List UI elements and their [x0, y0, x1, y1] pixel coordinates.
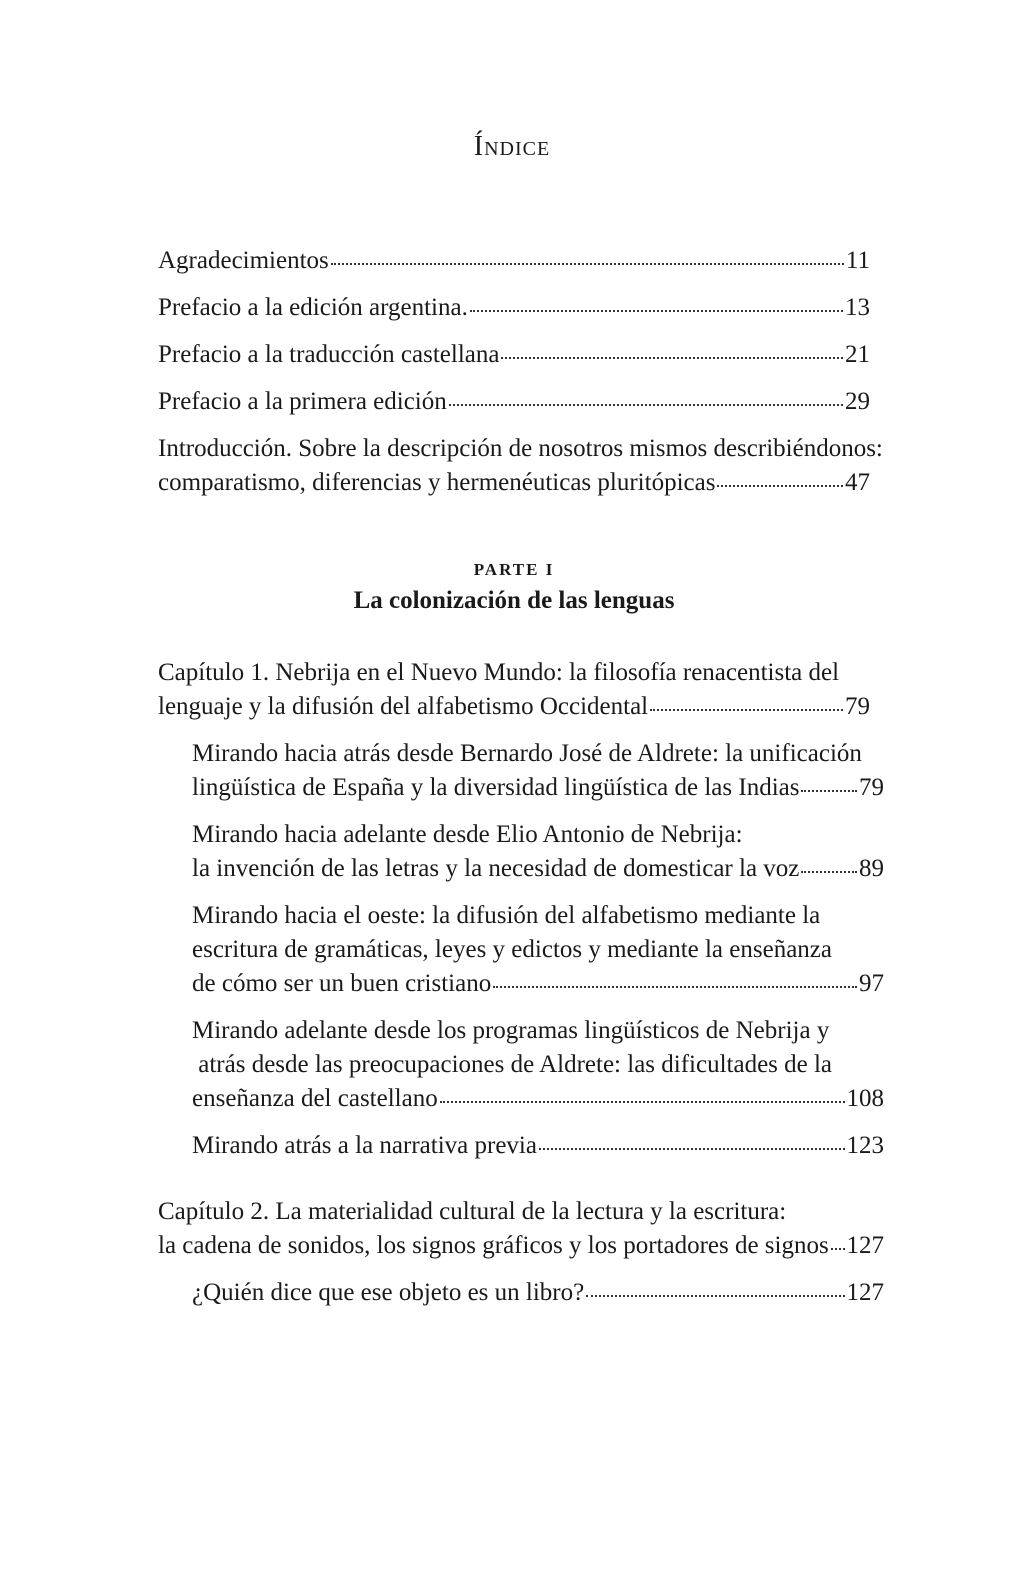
- page-title: Índice: [473, 130, 551, 162]
- part-heading: [158, 556, 870, 618]
- toc-section-nebrija[interactable]: [192, 818, 884, 886]
- toc-section-programas[interactable]: [192, 1014, 884, 1116]
- page-number: 79: [859, 774, 884, 801]
- entry-title: Agradecimientos: [158, 247, 329, 274]
- page-number: 123: [846, 1132, 884, 1159]
- page-number: 89: [859, 855, 884, 882]
- page-number: 127: [846, 1232, 884, 1259]
- entry-title-line: Mirando adelante desde los programas lingüísticos de Nebrija y: [192, 1017, 830, 1044]
- entry-title-line: Capítulo 2. La materialidad cultural de la lectura y la escritura:: [158, 1198, 787, 1225]
- part-title: La colonización de las lenguas: [353, 587, 675, 614]
- entry-title: Prefacio a la primera edición: [158, 388, 447, 415]
- dot-leader: [440, 1101, 845, 1103]
- entry-title: Prefacio a la edición argentina.: [158, 294, 468, 321]
- dot-leader: [586, 1295, 844, 1297]
- page-number: 108: [846, 1085, 884, 1112]
- toc-entry-prefacio-primera[interactable]: [158, 385, 870, 419]
- dot-leader: [470, 310, 843, 312]
- entry-title: la invención de las letras y la necesidad de domesticar la voz: [192, 855, 800, 882]
- dot-leader: [331, 263, 844, 265]
- toc-entry-capitulo-1[interactable]: [158, 656, 870, 724]
- entry-title-line: Introducción. Sobre la descripción de nosotros mismos describiéndonos:: [158, 435, 883, 462]
- entry-title: comparatismo, diferencias y hermenéuticas pluritópicas: [158, 469, 716, 496]
- entry-title-line: Capítulo 1. Nebrija en el Nuevo Mundo: la filosofía renacentista del: [158, 659, 840, 686]
- toc-entry-prefacio-castellana[interactable]: [158, 338, 870, 372]
- table-of-contents: [158, 244, 884, 1323]
- toc-section-libro[interactable]: [192, 1276, 884, 1310]
- page-number: 11: [845, 247, 870, 274]
- toc-entry-capitulo-2[interactable]: [158, 1195, 884, 1263]
- entry-title-line: Mirando hacia adelante desde Elio Antonio de Nebrija:: [192, 821, 743, 848]
- dot-leader: [449, 404, 843, 406]
- dot-leader: [717, 485, 843, 487]
- page-number: 47: [845, 469, 870, 496]
- page-number: 127: [846, 1279, 884, 1306]
- entry-title: Prefacio a la traducción castellana: [158, 341, 500, 368]
- entry-title-line: Mirando hacia el oeste: la difusión del alfabetismo mediante la: [192, 902, 821, 929]
- entry-title: Mirando atrás a la narrativa previa: [192, 1132, 537, 1159]
- entry-title-line: atrás desde las preocupaciones de Aldrete: las dificultades de la: [192, 1051, 833, 1078]
- entry-title: lenguaje y la difusión del alfabetismo Occidental: [158, 693, 649, 720]
- page-number: 97: [859, 970, 884, 997]
- entry-title: la cadena de sonidos, los signos gráficos y los portadores de signos: [158, 1232, 829, 1259]
- part-label: PARTE I: [473, 560, 555, 579]
- page-number: 79: [845, 693, 870, 720]
- dot-leader: [801, 790, 857, 792]
- entry-title: ¿Quién dice que ese objeto es un libro?: [192, 1279, 585, 1306]
- dot-leader: [831, 1248, 845, 1250]
- page-number: 13: [845, 294, 870, 321]
- entry-title: de cómo ser un buen cristiano: [192, 970, 492, 997]
- page-number: 21: [845, 341, 870, 368]
- toc-entry-agradecimientos[interactable]: [158, 244, 870, 278]
- dot-leader: [539, 1148, 845, 1150]
- page-number: 29: [845, 388, 870, 415]
- dot-leader: [493, 986, 857, 988]
- entry-title-line: Mirando hacia atrás desde Bernardo José de Aldrete: la unificación: [192, 740, 862, 767]
- entry-title: lingüística de España y la diversidad lingüística de las Indias: [192, 774, 800, 801]
- toc-entry-prefacio-argentina[interactable]: [158, 291, 870, 325]
- toc-section-narrativa[interactable]: [192, 1129, 884, 1163]
- dot-leader: [801, 871, 857, 873]
- toc-section-aldrete[interactable]: [192, 737, 884, 805]
- entry-title-line: escritura de gramáticas, leyes y edictos y mediante la enseñanza: [192, 936, 832, 963]
- dot-leader: [501, 357, 843, 359]
- dot-leader: [650, 709, 843, 711]
- toc-section-oeste[interactable]: [192, 899, 884, 1001]
- entry-title: enseñanza del castellano: [192, 1085, 438, 1112]
- toc-entry-introduccion[interactable]: [158, 432, 883, 500]
